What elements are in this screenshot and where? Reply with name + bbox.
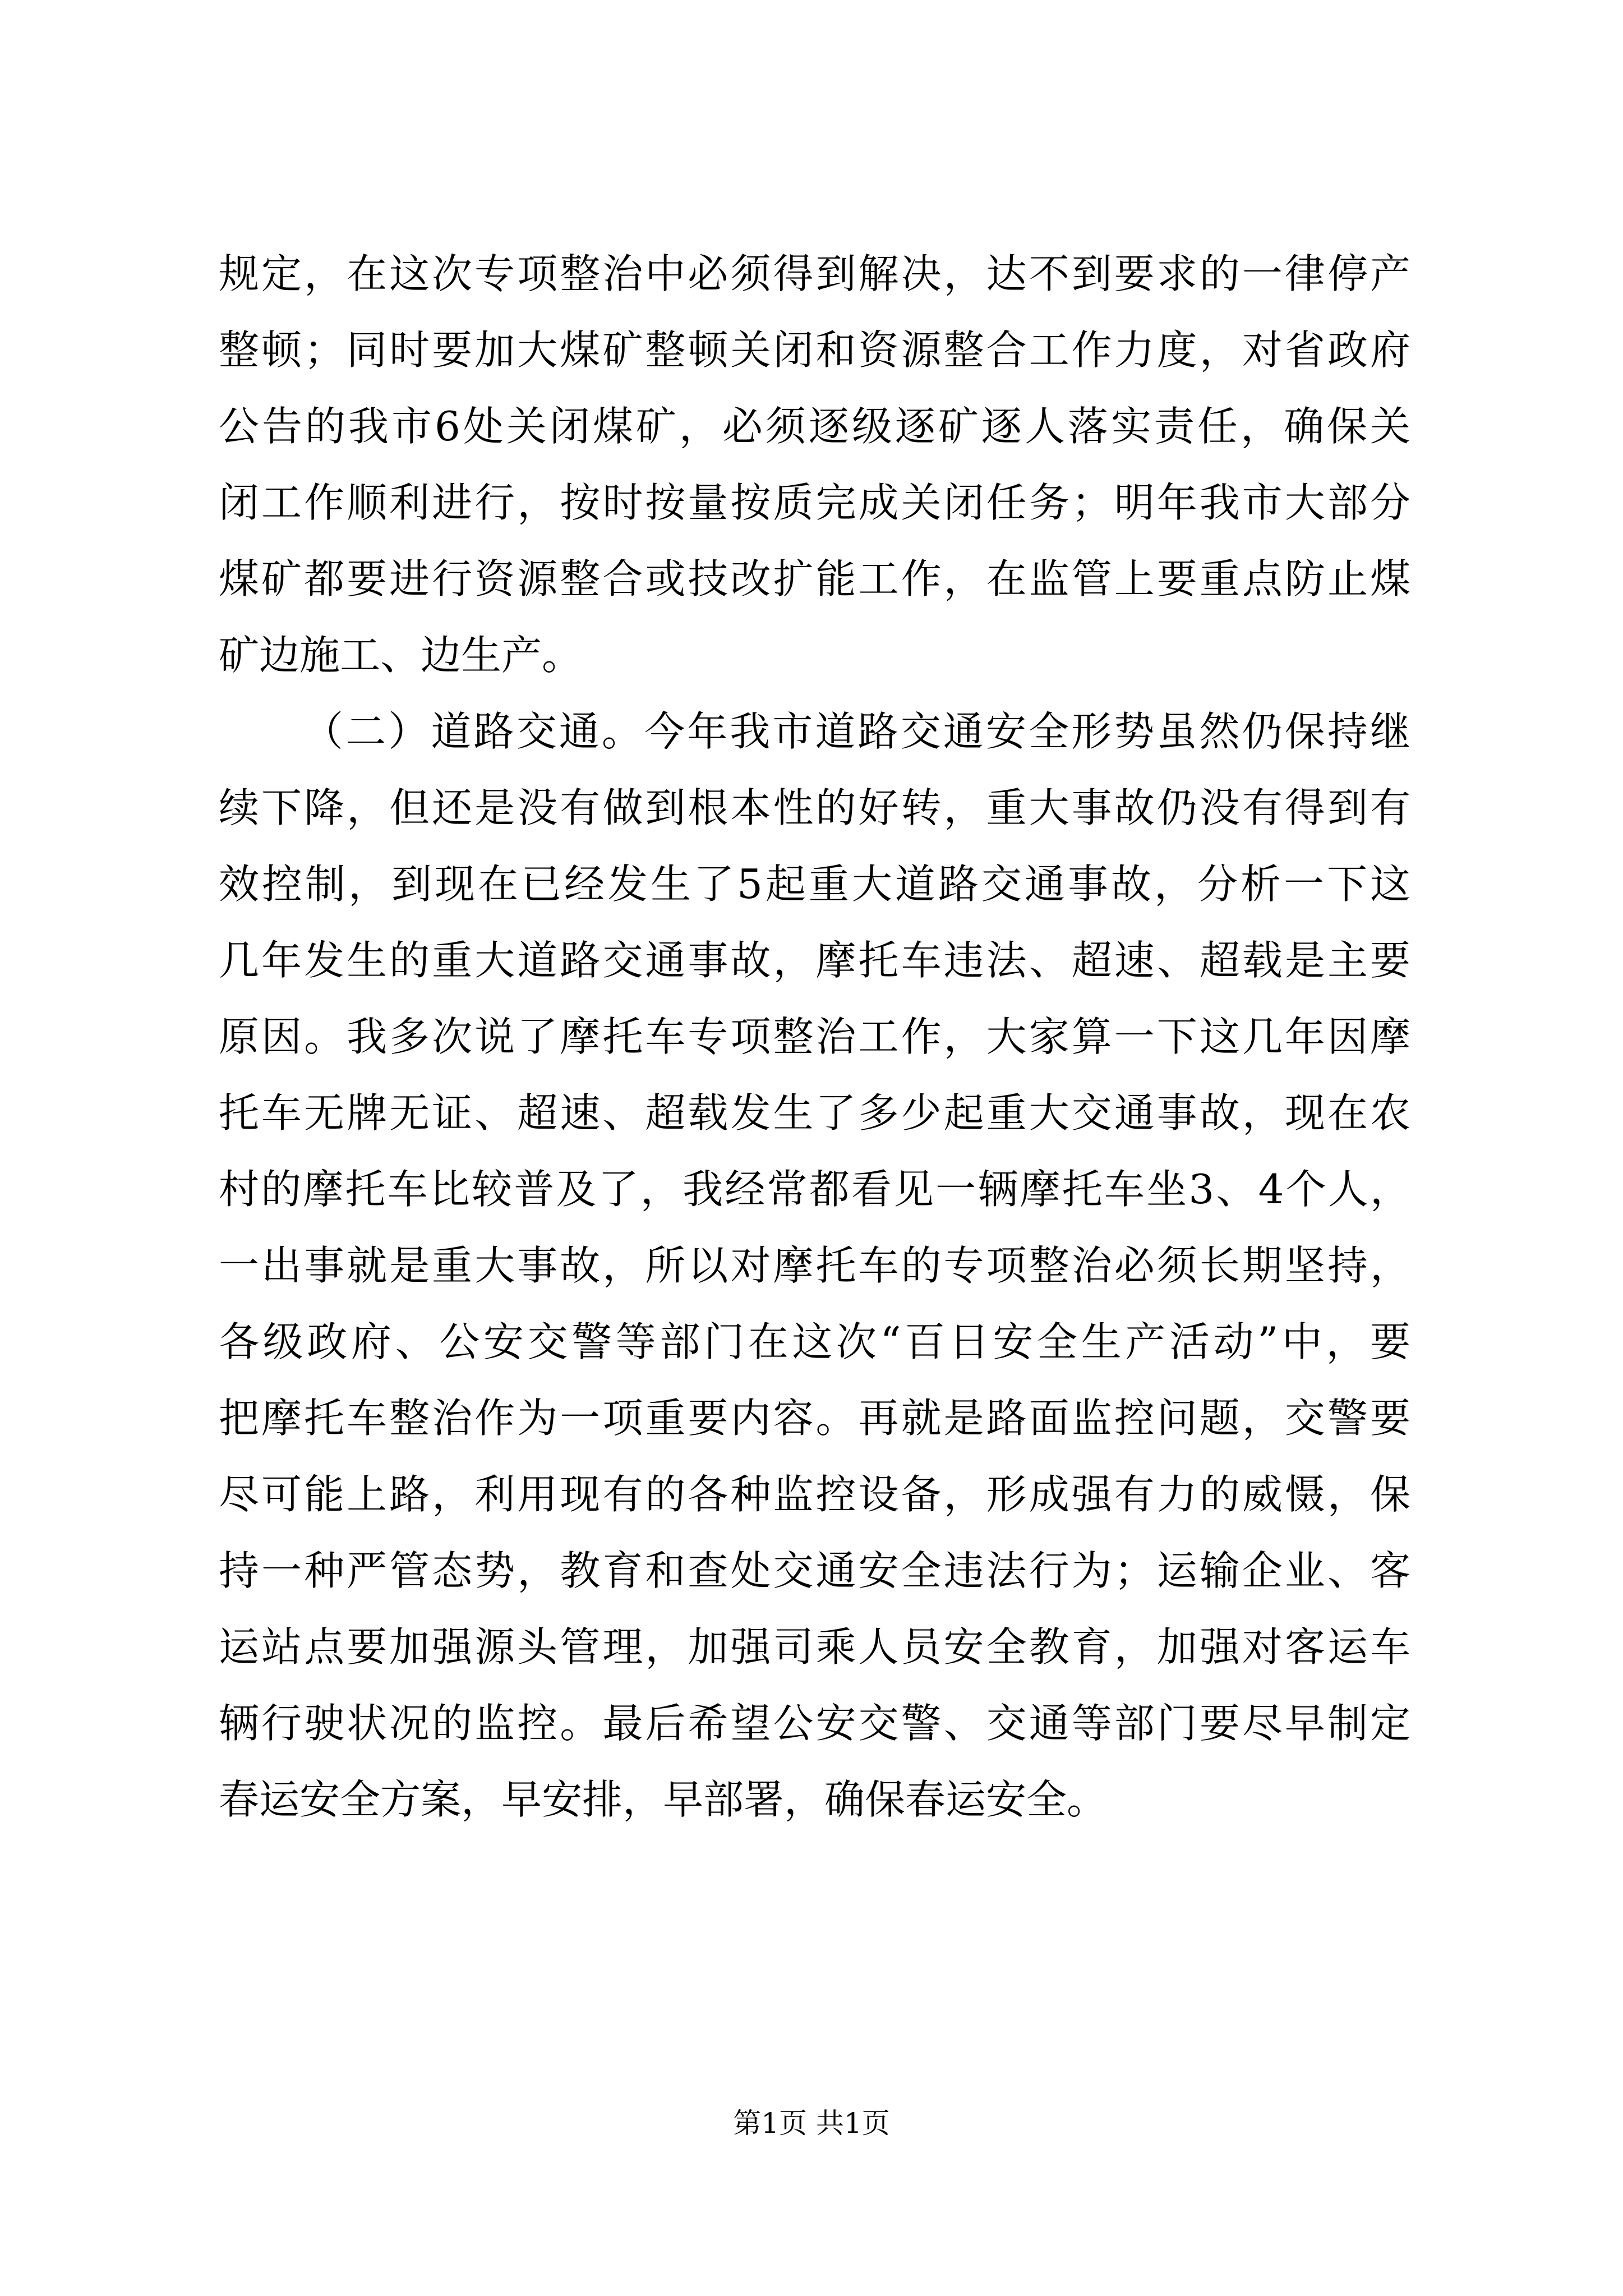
text-line: 辆行驶状况的监控。最后希望公安交警、交通等部门要尽早制定 [219,1700,1410,1747]
text-line: 续下降，但还是没有做到根本性的好转，重大事故仍没有得到有 [219,784,1410,831]
text-line: 春运安全方案，早安排，早部署，确保春运安全。 [219,1776,1108,1823]
text-line: 矿边施工、边生产。 [219,632,583,679]
text-line: 尽可能上路，利用现有的各种监控设备，形成强有力的威慑，保 [219,1471,1410,1518]
paragraph-coal-mine [219,236,1410,693]
text-line: 煤矿都要进行资源整合或技改扩能工作，在监管上要重点防止煤 [219,555,1410,602]
text-line: 规定，在这次专项整治中必须得到解决，达不到要求的一律停产 [219,250,1410,297]
text-line: 持一种严管态势，教育和查处交通安全违法行为；运输企业、客 [219,1547,1410,1594]
text-line: 原因。我多次说了摩托车专项整治工作，大家算一下这几年因摩 [219,1013,1410,1060]
text-line: 公告的我市6处关闭煤矿，必须逐级逐矿逐人落实责任，确保关 [219,403,1410,450]
text-line: 各级政府、公安交警等部门在这次“百日安全生产活动”中，要 [219,1318,1410,1365]
text-line: 一出事就是重大事故，所以对摩托车的专项整治必须长期坚持， [219,1242,1410,1289]
text-line: 把摩托车整治作为一项重要内容。再就是路面监控问题，交警要 [219,1395,1410,1442]
text-line: 村的摩托车比较普及了，我经常都看见一辆摩托车坐3、4个人， [219,1166,1410,1213]
text-line: （二）道路交通。今年我市道路交通安全形势虽然仍保持继 [303,708,1410,755]
text-line: 几年发生的重大道路交通事故，摩托车违法、超速、超载是主要 [219,937,1410,984]
text-line: 整顿；同时要加大煤矿整顿关闭和资源整合工作力度，对省政府 [219,326,1410,374]
text-line: 运站点要加强源头管理，加强司乘人员安全教育，加强对客运车 [219,1623,1410,1671]
body-text [219,236,1410,1838]
text-line: 效控制，到现在已经发生了5起重大道路交通事故，分析一下这 [219,861,1410,908]
text-line: 闭工作顺利进行，按时按量按质完成关闭任务；明年我市大部分 [219,479,1410,526]
paragraph-road-traffic [219,693,1410,1838]
page-footer: 第1页 共1页 [733,2107,890,2139]
text-line: 托车无牌无证、超速、超载发生了多少起重大交通事故，现在农 [219,1089,1410,1137]
